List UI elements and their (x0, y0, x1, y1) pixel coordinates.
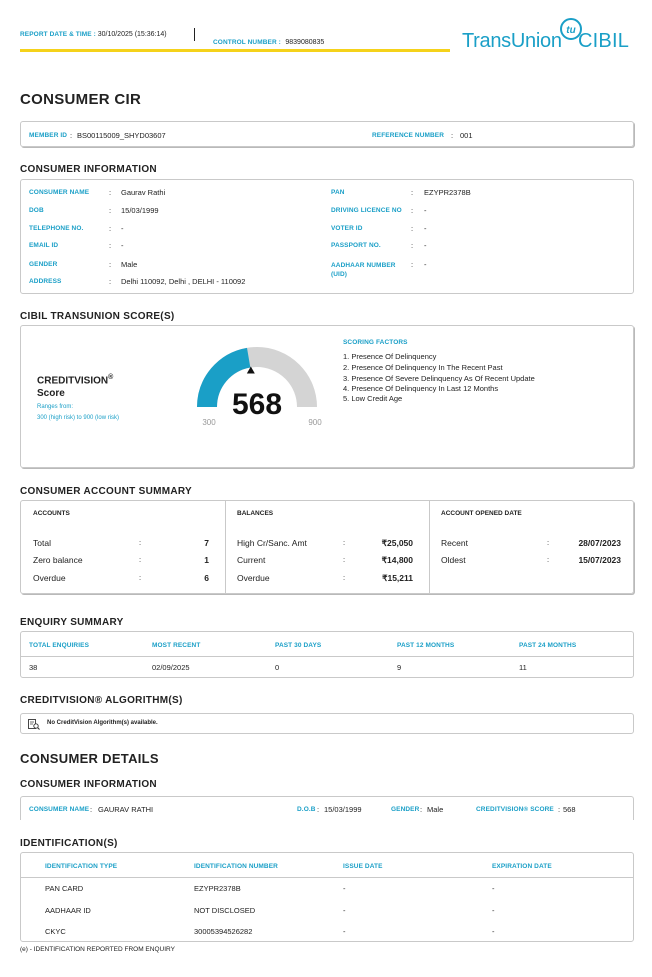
algorithm-message: No CreditVision Algorithm(s) available. (47, 720, 158, 726)
balances-current-value: ₹14,800 (381, 555, 413, 565)
passport-value: - (424, 241, 427, 250)
consumer-info-box (20, 179, 634, 294)
opened-recent-value: 28/07/2023 (578, 538, 621, 548)
opened-recent-label: Recent (441, 538, 468, 548)
opened-oldest-value: 15/07/2023 (578, 555, 621, 565)
email-colon: : (109, 241, 112, 250)
voter-id-label: VOTER ID (331, 225, 363, 232)
report-date-label: REPORT DATE & TIME : (20, 31, 96, 38)
enquiry-header-divider (21, 656, 633, 657)
account-summary-box (20, 500, 634, 594)
scoring-factor-1: 1. Presence Of Delinquency (343, 352, 437, 361)
id-header-number: IDENTIFICATION NUMBER (194, 863, 278, 870)
gender-value: Male (121, 260, 138, 269)
logo-cibil-text: CIBIL (578, 30, 630, 52)
id-row-2-expiry: - (492, 906, 495, 915)
gauge-min-label: 300 (202, 418, 216, 427)
scoring-factors-title: SCORING FACTORS (343, 339, 408, 346)
reference-number-value: 001 (460, 131, 473, 140)
driving-licence-colon: : (411, 206, 414, 215)
document-search-icon (28, 719, 40, 730)
report-date-value: 30/10/2025 (15:36:14) (97, 31, 167, 38)
passport-colon: : (411, 241, 414, 250)
pan-colon: : (411, 188, 414, 197)
aadhaar-colon: : (411, 260, 414, 269)
header-yellow-rule (20, 49, 450, 52)
details-name-label: CONSUMER NAME (29, 806, 90, 813)
details-dob-label: D.O.B (297, 806, 316, 813)
pan-value: EZYPR2378B (424, 188, 471, 197)
dob-colon: : (109, 206, 112, 215)
enquiry-header-24-months: PAST 24 MONTHS (519, 642, 577, 649)
algorithm-box (20, 713, 634, 734)
email-label: EMAIL ID (29, 242, 59, 249)
balances-overdue-colon: : (343, 573, 346, 582)
scoring-factor-2: 2. Presence Of Delinquency In The Recent Past (343, 363, 503, 372)
enquiry-header-total: TOTAL ENQUIRIES (29, 642, 90, 649)
opened-oldest-colon: : (547, 555, 550, 564)
address-colon: : (109, 277, 112, 286)
range-text: 300 (high risk) to 900 (low risk) (37, 415, 120, 421)
control-number (213, 31, 324, 49)
report-date (20, 31, 167, 38)
gender-colon: : (109, 260, 112, 269)
creditvision-heading (37, 374, 113, 386)
enquiry-30-days-value: 0 (275, 663, 280, 672)
algorithm-title: CREDITVISION® ALGORITHM(S) (20, 695, 183, 706)
enquiry-header-most-recent: MOST RECENT (152, 642, 201, 649)
id-row-1-number: EZYPR2378B (194, 884, 241, 893)
details-score-label: CREDITVISION® SCORE (476, 806, 554, 813)
telephone-value: - (121, 224, 124, 233)
details-gender-value: Male (427, 805, 444, 814)
accounts-header: ACCOUNTS (33, 510, 70, 517)
telephone-colon: : (109, 224, 112, 233)
enquiry-summary-title: ENQUIRY SUMMARY (20, 617, 124, 628)
id-row-2-type: AADHAAR ID (45, 906, 91, 915)
control-number-value: 9839080835 (285, 39, 325, 46)
transunion-cibil-logo (460, 16, 640, 56)
gender-label: GENDER (29, 261, 58, 268)
page-title: CONSUMER CIR (20, 91, 142, 108)
aadhaar-label: AADHAAR NUMBER (UID) (331, 262, 396, 278)
enquiry-header-30-days: PAST 30 DAYS (275, 642, 322, 649)
accounts-overdue-value: 6 (204, 573, 209, 583)
details-dob-value: 15/03/1999 (324, 805, 362, 814)
accounts-overdue-colon: : (139, 573, 142, 582)
member-id-colon: : (70, 131, 73, 140)
summary-divider-1 (225, 501, 226, 593)
enquiry-24-months-value: 11 (519, 663, 527, 672)
enquiry-12-months-value: 9 (397, 663, 402, 672)
reference-number-label: REFERENCE NUMBER (372, 132, 445, 139)
accounts-total-colon: : (139, 538, 142, 547)
control-number-label: CONTROL NUMBER : (213, 39, 281, 46)
score-gauge (187, 344, 327, 454)
enquiry-summary-box (20, 631, 634, 678)
ranges-from-label: Ranges from: (37, 404, 74, 410)
consumer-info-title: CONSUMER INFORMATION (20, 164, 157, 175)
dob-label: DOB (29, 207, 44, 214)
identification-header-divider (21, 877, 633, 878)
accounts-total-value: 7 (204, 538, 209, 548)
opened-header: ACCOUNT OPENED DATE (441, 510, 522, 517)
summary-divider-2 (429, 501, 430, 593)
opened-recent-colon: : (547, 538, 550, 547)
voter-id-value: - (424, 224, 427, 233)
id-header-issue-date: ISSUE DATE (343, 863, 383, 870)
balances-high-label: High Cr/Sanc. Amt (237, 538, 307, 548)
consumer-name-colon: : (109, 188, 112, 197)
balances-high-value: ₹25,050 (381, 538, 413, 548)
driving-licence-value: - (424, 206, 427, 215)
address-label: ADDRESS (29, 278, 62, 285)
accounts-zero-colon: : (139, 555, 142, 564)
identification-footnote: (e) - IDENTIFICATION REPORTED FROM ENQUIRY (20, 946, 175, 953)
id-row-3-type: CKYC (45, 927, 66, 936)
details-gender-label: GENDER (391, 806, 420, 813)
id-row-1-type: PAN CARD (45, 884, 84, 893)
telephone-label: TELEPHONE NO. (29, 225, 84, 232)
opened-oldest-label: Oldest (441, 555, 466, 565)
logo-badge-text: tu (566, 25, 576, 36)
enquiry-header-12-months: PAST 12 MONTHS (397, 642, 455, 649)
score-section-title: CIBIL TRANSUNION SCORE(S) (20, 311, 175, 322)
details-name-colon: : (90, 805, 93, 814)
header-divider (194, 28, 195, 41)
score-word: Score (37, 388, 65, 399)
balances-overdue-label: Overdue (237, 573, 270, 583)
accounts-total-label: Total (33, 538, 51, 548)
balances-overdue-value: ₹15,211 (382, 573, 413, 583)
accounts-zero-value: 1 (204, 555, 209, 565)
id-header-expiration-date: EXPIRATION DATE (492, 863, 552, 870)
pan-label: PAN (331, 189, 345, 196)
scoring-factor-3: 3. Presence Of Severe Delinquency As Of Recent Update (343, 374, 535, 383)
details-score-colon: : (558, 805, 561, 814)
member-id-value: BS00115009_SHYD03607 (77, 131, 166, 140)
id-row-3-expiry: - (492, 927, 495, 936)
id-row-2-issue: - (343, 906, 346, 915)
logo-transunion-text: TransUnion (462, 30, 562, 52)
address-value: Delhi 110092, Delhi , DELHI - 110092 (121, 277, 246, 286)
score-value: 568 (231, 388, 283, 421)
balances-current-label: Current (237, 555, 266, 565)
passport-label: PASSPORT NO. (331, 242, 381, 249)
email-value: - (121, 241, 124, 250)
id-row-1-issue: - (343, 884, 346, 893)
enquiry-most-recent-value: 02/09/2025 (152, 663, 190, 672)
aadhaar-value: - (424, 260, 427, 269)
details-gender-colon: : (420, 805, 423, 814)
consumer-details-box (20, 796, 634, 820)
id-header-type: IDENTIFICATION TYPE (45, 863, 118, 870)
consumer-details-title: CONSUMER DETAILS (20, 751, 159, 766)
creditvision-word: CREDITVISION (37, 375, 109, 387)
id-row-1-expiry: - (492, 884, 495, 893)
member-id-label: MEMBER ID (29, 132, 68, 139)
reference-number-colon: : (451, 131, 454, 140)
score-box (20, 325, 634, 468)
details-name-value: GAURAV RATHI (98, 805, 154, 814)
dob-value: 15/03/1999 (121, 206, 159, 215)
balances-current-colon: : (343, 555, 346, 564)
member-box (20, 121, 634, 147)
scoring-factor-4: 4. Presence Of Delinquency In Last 12 Months (343, 384, 499, 393)
enquiry-total-value: 38 (29, 663, 38, 672)
accounts-zero-label: Zero balance (33, 555, 83, 565)
consumer-details-subtitle: CONSUMER INFORMATION (20, 779, 157, 790)
consumer-name-value: Gaurav Rathi (121, 188, 166, 197)
driving-licence-label: DRIVING LICENCE NO (331, 207, 402, 214)
scoring-factor-5: 5. Low Credit Age (343, 394, 403, 403)
voter-id-colon: : (411, 224, 414, 233)
accounts-overdue-label: Overdue (33, 573, 66, 583)
balances-header: BALANCES (237, 510, 274, 517)
id-row-3-issue: - (343, 927, 346, 936)
consumer-name-label: CONSUMER NAME (29, 189, 90, 196)
id-row-2-number: NOT DISCLOSED (194, 906, 256, 915)
identification-title: IDENTIFICATION(S) (20, 838, 118, 849)
gauge-max-label: 900 (308, 418, 322, 427)
account-summary-title: CONSUMER ACCOUNT SUMMARY (20, 486, 193, 497)
details-dob-colon: : (317, 805, 320, 814)
details-score-value: 568 (563, 805, 576, 814)
id-row-3-number: 30005394526282 (194, 927, 253, 936)
identification-box (20, 852, 634, 942)
registered-mark: ® (108, 374, 114, 381)
balances-high-colon: : (343, 538, 346, 547)
